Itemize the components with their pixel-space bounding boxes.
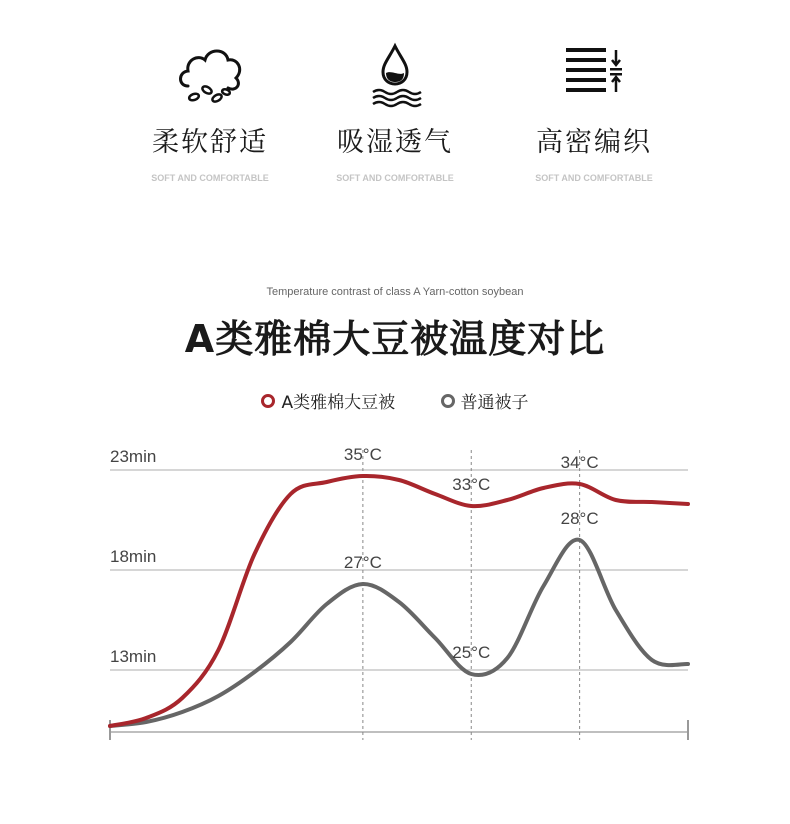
legend-label: 普通被子 — [460, 393, 529, 413]
chart-subtitle: Temperature contrast of class A Yarn-cotton soybean — [266, 286, 524, 298]
feature-title: 柔软舒适 — [152, 127, 268, 158]
water-drop-icon — [359, 40, 431, 108]
series-line — [110, 540, 688, 726]
chart-legend — [0, 388, 790, 413]
data-label: 33°C — [452, 475, 491, 494]
legend-dot-b — [441, 394, 455, 408]
y-tick-label: 13min — [110, 647, 157, 666]
data-label: 25°C — [452, 643, 491, 662]
feature-subtitle: SOFT AND COMFORTABLE — [535, 173, 653, 183]
data-label: 35°C — [343, 445, 382, 464]
y-tick-label: 18min — [110, 547, 157, 566]
legend-dot-a — [261, 394, 275, 408]
feature-weave — [494, 40, 694, 183]
cloud-cotton-icon — [174, 40, 246, 108]
feature-title: 吸湿透气 — [337, 127, 453, 158]
legend-item-b — [441, 388, 529, 413]
legend-item-a — [261, 388, 395, 413]
feature-subtitle: SOFT AND COMFORTABLE — [151, 173, 269, 183]
data-label: 27°C — [343, 553, 382, 572]
feature-subtitle: SOFT AND COMFORTABLE — [336, 173, 454, 183]
feature-soft — [110, 40, 310, 183]
legend-label: A类雅棉大豆被 — [281, 393, 396, 413]
data-label: 28°C — [560, 509, 599, 528]
feature-title: 高密编织 — [536, 127, 652, 158]
y-tick-label: 23min — [110, 447, 157, 466]
dense-weave-icon — [558, 40, 630, 108]
chart-title: A类雅棉大豆被温度对比 — [184, 317, 606, 361]
data-label: 34°C — [560, 453, 599, 472]
feature-moisture — [295, 40, 495, 183]
temperature-chart — [0, 440, 790, 760]
